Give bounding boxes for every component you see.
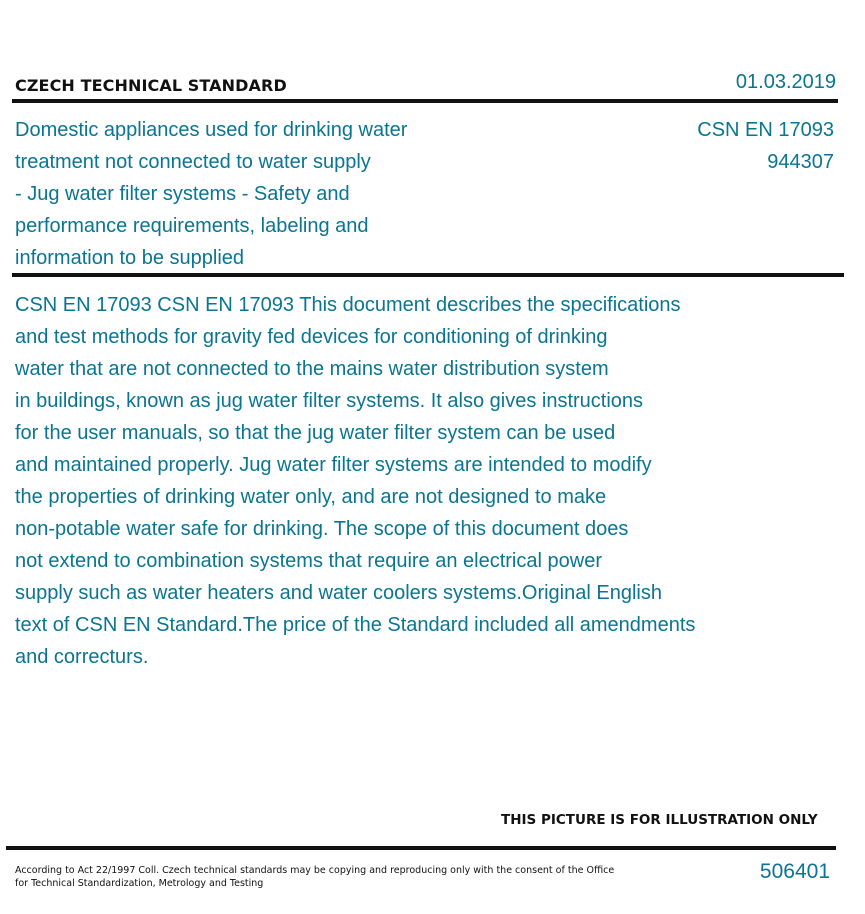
description-line: non-potable water safe for drinking. The scope of this document does bbox=[15, 518, 629, 540]
title-divider bbox=[12, 273, 844, 277]
legal-notice bbox=[15, 864, 614, 890]
issue-date: 01.03.2019 bbox=[735, 71, 836, 93]
description-line: for the user manuals, so that the jug water filter system can be used bbox=[15, 422, 616, 444]
title-line: - Jug water filter systems - Safety and bbox=[15, 183, 350, 205]
description-line: water that are not connected to the mains water distribution system bbox=[15, 358, 609, 380]
title-line: performance requirements, labeling and bbox=[15, 215, 369, 237]
description-line: CSN EN 17093 CSN EN 17093 This document describes the specifications bbox=[15, 294, 681, 316]
legal-line: According to Act 22/1997 Coll. Czech technical standards may be copying and reproducing only with the consent of the Office bbox=[15, 865, 615, 876]
description-line: not extend to combination systems that require an electrical power bbox=[15, 550, 602, 572]
catalog-number: 506401 bbox=[759, 860, 830, 883]
title-line: treatment not connected to water supply bbox=[15, 151, 371, 173]
title-line: information to be supplied bbox=[15, 247, 245, 269]
description-line: and correcturs. bbox=[15, 646, 149, 668]
standard-description bbox=[15, 289, 795, 673]
title-line: Domestic appliances used for drinking water bbox=[15, 119, 408, 141]
standard-title bbox=[15, 114, 485, 274]
description-line: text of CSN EN Standard.The price of the Standard included all amendments bbox=[15, 614, 696, 636]
standard-codes bbox=[697, 114, 834, 178]
description-line: and test methods for gravity fed devices for conditioning of drinking bbox=[15, 326, 608, 348]
document-type-heading: CZECH TECHNICAL STANDARD bbox=[15, 76, 287, 95]
class-number: 944307 bbox=[767, 151, 834, 173]
illustration-note: THIS PICTURE IS FOR ILLUSTRATION ONLY bbox=[501, 812, 818, 828]
header-divider bbox=[12, 99, 838, 103]
description-line: and maintained properly. Jug water filter systems are intended to modify bbox=[15, 454, 652, 476]
footer-divider bbox=[6, 846, 836, 850]
description-line: in buildings, known as jug water filter systems. It also gives instructions bbox=[15, 390, 644, 412]
description-line: supply such as water heaters and water coolers systems.Original English bbox=[15, 582, 662, 604]
description-line: the properties of drinking water only, and are not designed to make bbox=[15, 486, 607, 508]
legal-line: for Technical Standardization, Metrology and Testing bbox=[15, 878, 264, 889]
standard-code: CSN EN 17093 bbox=[697, 119, 834, 141]
